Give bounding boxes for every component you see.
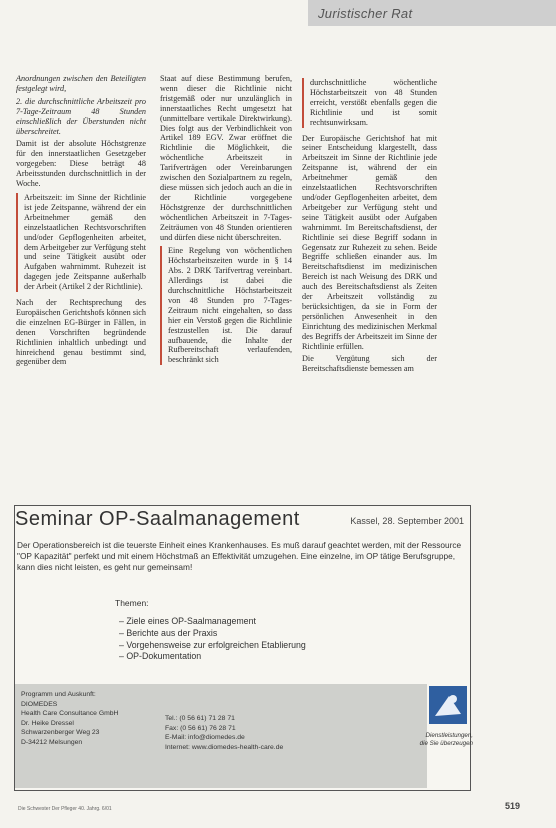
contact-address [21,690,118,747]
highlight-box [302,78,437,128]
caption-line: die Sie überzeugen [419,740,473,747]
paragraph: Nach der Rechtsprechung des Europäischen Gerichtshofs können sich die einzelnen EG-Bürger in Fällen, in denen Vorschriften begründende Richtlinien inhaltlich unbedingt und hinreichend genau bestimmt sind, gegenüber dem [16,298,146,367]
topics-heading: Themen: [115,598,149,608]
list-item: – Vorgehensweise zur erfolgreichen Etablierung [119,639,306,650]
ad-intro: Der Operationsbereich ist die teuerste Einheit eines Krankenhauses. Es muß darauf geachtet werden, mit der Ressource "OP Kapazität" perfekt und mit einem Höchstmaß an Effektivität umzugehen. Eine einzelne, im OP tätige Berufsgruppe, kann dies nicht leisten, es geht nur gemeinsam! [17,540,462,573]
article-column-1 [16,74,146,370]
highlight-text: Eine Regelung von wöchentlichen Höchstarbeitszeiten wurde in § 14 Abs. 2 DRK Tarifvertrag vereinbart. Allerdings ist dabei die durchschnittliche Höchstarbeitszeit von 48 Stunden pro 7-Tages-Zeitraum nicht eingehalten, so dass hier ein Verstoß gegen die Richtlinie festzustellen ist. Die darauf aufbauende, die Inhalte der Rufbereitschaft verlaufenden, beschränkt sich [168,246,292,365]
paragraph: Staat auf diese Bestimmung berufen, wenn dieser die Richtlinie nicht fristgemäß oder nur unzulänglich in innerstaatliches Recht umgesetzt hat (unmittelbare vertikale Direktwirkung). Dies folgt aus der Verbindlichkeit von Artikel 189 EGV. Zwar eröffnet die Richtlinie die Möglichkeit, die wöchentliche Arbeitszeit in Tarifverträgen oder Vereinbarungen zwischen den Sozialpartnern zu regeln, diese müssen sich jedoch auch an die in der Richtlinie vorgegebene Höchstgrenze der durchschnittlichen wöchentlichen Arbeitszeit in 7-Tages-Zeiträumen von 48 Stunden orientieren und dürfen diese nicht überschreiten. [160,74,292,242]
ad-date: Kassel, 28. September 2001 [350,516,464,526]
contact-channels [165,714,283,752]
street: Schwarzenberger Weg 23 [21,729,100,736]
company-name: DIOMEDES [21,700,58,708]
article-column-3 [302,74,437,377]
highlight-box [160,246,292,365]
website-link[interactable]: Internet: www.diomedes-health-care.de [165,743,284,751]
seminar-advertisement [14,505,471,791]
section-title: Juristischer Rat [318,6,413,21]
journal-reference: Die Schwester Der Pfleger 40. Jahrg. 6/01 [18,806,112,812]
ad-title: Seminar OP-Saalmanagement [15,508,300,530]
phone: Tel.: (0 56 61) 71 28 71 [165,715,235,722]
contact-heading: Programm und Auskunft: [21,691,96,698]
contact-person: Dr. Heike Dressel [21,719,74,727]
logo-caption [413,732,473,748]
email-link[interactable]: E-Mail: info@diomedes.de [165,734,245,741]
definition-text: Arbeitszeit: im Sinne der Richtlinie ist jede Zeitspanne, während der ein Arbeitnehmer gemäß den einzelstaatlichen Rechtsvorschriften und/oder Gepflogenheiten arbeitet, dem Arbeitgeber zur Verfügung steht und seine Tätigkeit ausübt oder Aufgaben wahrnimmt. Ruhezeit ist dagegen jede Zeitspanne außerhalb der Arbeit (Artikel 2 der Richtlinie). [24,192,146,292]
contact-box [15,684,427,788]
caption-line: Dienstleistungen, [425,732,473,739]
page-number: 519 [505,801,521,811]
paragraph: Anordnungen zwischen den Beteiligten festgelegt wird, [16,74,146,93]
list-item: – Ziele eines OP-Saalmanagement [119,616,256,626]
diomedes-logo-icon [429,686,467,724]
paragraph: Damit ist der absolute Höchstgrenze für den innerstaatlichen Gesetzgeber vorgegeben: Diese beträgt 48 Arbeitsstunden durchschnittlich in der Woche. [16,139,146,189]
topics-list [119,616,306,663]
paragraph: Die Vergütung sich der Bereitschaftsdienste bemessen am [302,354,437,374]
company-full: Health Care Consultance GmbH [21,710,119,717]
article-column-2 [160,74,292,371]
list-item: – Berichte aus der Praxis [119,627,218,638]
paragraph: 2. die durchschnittliche Arbeitszeit pro 7-Tage-Zeitraum 48 Stunden einschließlich der Überstunden nicht überschreitet. [16,96,146,136]
definition-box [16,193,146,292]
paragraph: Der Europäische Gerichtshof hat mit seiner Entscheidung klargestellt, dass Arbeitszeit im Sinne der Richtlinie jede Zeitspanne ist, während der ein Arbeitnehmer gemäß den einzelstaatlichen Rechtsvorschriften und/oder Gepflogenheiten arbeitet, dem Arbeitgeber zur Verfügung steht und seine Tätigkeit ausübt oder Aufgaben wahrnimmt. Im Bereitschaftsdienst, der Richtlinie sei diese Begriff sodann in Gegensatz zur Ruhezeit zu sehen. Beide Begriffe schließen einander aus. Im Bereitschaftsdienst im medizinischen Bereich ist nach Weisung des DRK und auch des Bereitschaftsdienst als Zeiten der Arbeitszeit vollständig zu berücksichtigen, da sie in Form der persönlichen Anwesenheit in den Einrichtung des medizinischen Merkmal des Begriffs der Arbeitszeit im Sinne der Richtlinie erfüllen. [302,133,437,351]
fax: Fax: (0 56 61) 76 28 71 [165,724,236,732]
city: D-34212 Melsungen [21,738,83,746]
highlight-text: durchschnittliche wöchentliche Höchstarbeitszeit von 48 Stunden erreicht, verstößt ebenfalls gegen die Richtlinie und ist somit rechtsunwirksam. [310,78,437,127]
list-item: – OP-Dokumentation [119,651,202,662]
